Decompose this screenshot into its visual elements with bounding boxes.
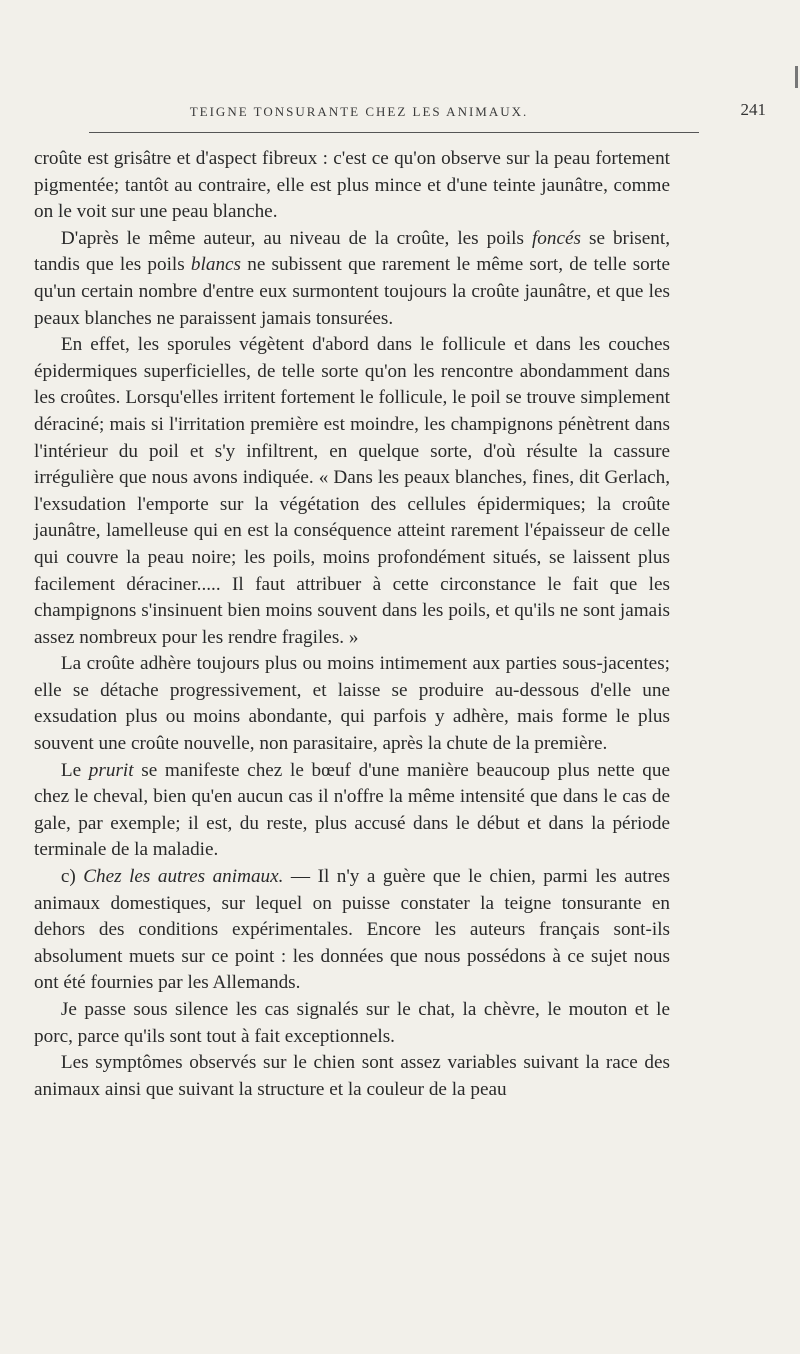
paragraph-5-text-a: Le (60, 759, 89, 781)
paragraph-6-section-heading: Chez les autres animaux. (83, 866, 284, 888)
paragraph-5-text-c: se manifeste chez le bœuf d'une manière beaucoup plus nette que chez le cheval, bien qu'en aucun cas il n'offre la même intensité que dans le cas de gale, par exemple; il est, du reste, plus accusé dans le début et dans la période terminale de la maladie. (34, 759, 671, 861)
paragraph-2-text-a: D'après le même auteur, au niveau de la croûte, les poils (60, 227, 532, 249)
book-page (34, 0, 766, 1354)
body-text (34, 146, 670, 1103)
page-edge-mark (795, 66, 798, 88)
page-number: 241 (740, 100, 766, 119)
paragraph-6 (34, 864, 670, 997)
paragraph-5-term-prurit: prurit (88, 759, 134, 781)
paragraph-5 (34, 758, 670, 864)
paragraph-7: Je passe sous silence les cas signalés sur le chat, la chèvre, le mouton et le porc, parce qu'ils sont tout à fait exceptionnels. (34, 999, 670, 1047)
paragraph-2 (34, 226, 670, 332)
paragraph-2-text-c: se brisent, tandis que les poils (34, 227, 670, 276)
paragraph-8: Les symptômes observés sur le chien sont assez variables suivant la race des animaux ainsi que suivant la structure et la couleur de la peau (34, 1052, 670, 1100)
paragraph-4: La croûte adhère toujours plus ou moins intimement aux parties sous-jacentes; elle se détache progressivement, et laisse se produire au-dessous d'elle une exsudation plus ou moins abondante, qui parfois y adhère, mais forme le plus souvent une croûte nouvelle, non parasitaire, après la chute de la première. (34, 653, 670, 755)
header-rule (89, 132, 699, 133)
paragraph-2-term-blancs: blancs (190, 254, 242, 276)
paragraph-2-term-fonces: foncés (531, 227, 581, 249)
paragraph-3: En effet, les sporules végètent d'abord dans le follicule et dans les couches épidermiques superficielles, de telle sorte qu'on les rencontre abondamment dans les croûtes. Lorsqu'elles irritent fortement le follicule, le poil se trouve simplement déraciné; mais si l'irritation première est moindre, les champignons pénètrent dans l'intérieur du poil et s'y infiltrent, en quelque sorte, d'où résulte la cassure irrégulière que nous avons indiquée. « Dans les peaux blanches, fines, dit Gerlach, l'exsudation l'emporte sur la végétation des cellules épidermiques; la croûte jaunâtre, lamelleuse qui en est la conséquence atteint rarement l'épaisseur de celle qui couvre la peau noire; les poils, moins profondément situés, se laissent plus facilement déraciner..... Il faut attribuer à cette circonstance le fait que les champignons s'insinuent bien moins souvent dans les poils, et qu'ils ne sont jamais assez nombreux pour les rendre fragiles. » (34, 334, 670, 648)
paragraph-6-text-c: — Il n'y a guère que le chien, parmi les autres animaux domestiques, sur lequel on puisse constater la teigne tonsurante en dehors des conditions expérimentales. Encore les auteurs français sont-ils absolument muets sur ce point : les données que nous possédons à ce sujet nous ont été fournies par les Allemands. (34, 866, 671, 994)
paragraph-2-text-e: ne subissent que rarement le même sort, de telle sorte qu'un certain nombre d'entre eux surmontent toujours la croûte jaunâtre, et que les peaux blanches ne paraissent jamais tonsurées. (34, 254, 670, 329)
paragraph-6-text-a: c) (60, 866, 84, 888)
paragraph-1: croûte est grisâtre et d'aspect fibreux : c'est ce qu'on observe sur la peau fortement pigmentée; tantôt au contraire, elle est plus mince et d'une teinte jaunâtre, comme on le voit sur une peau blanche. (34, 148, 670, 223)
running-title: TEIGNE TONSURANTE CHEZ LES ANIMAUX. (189, 104, 529, 119)
